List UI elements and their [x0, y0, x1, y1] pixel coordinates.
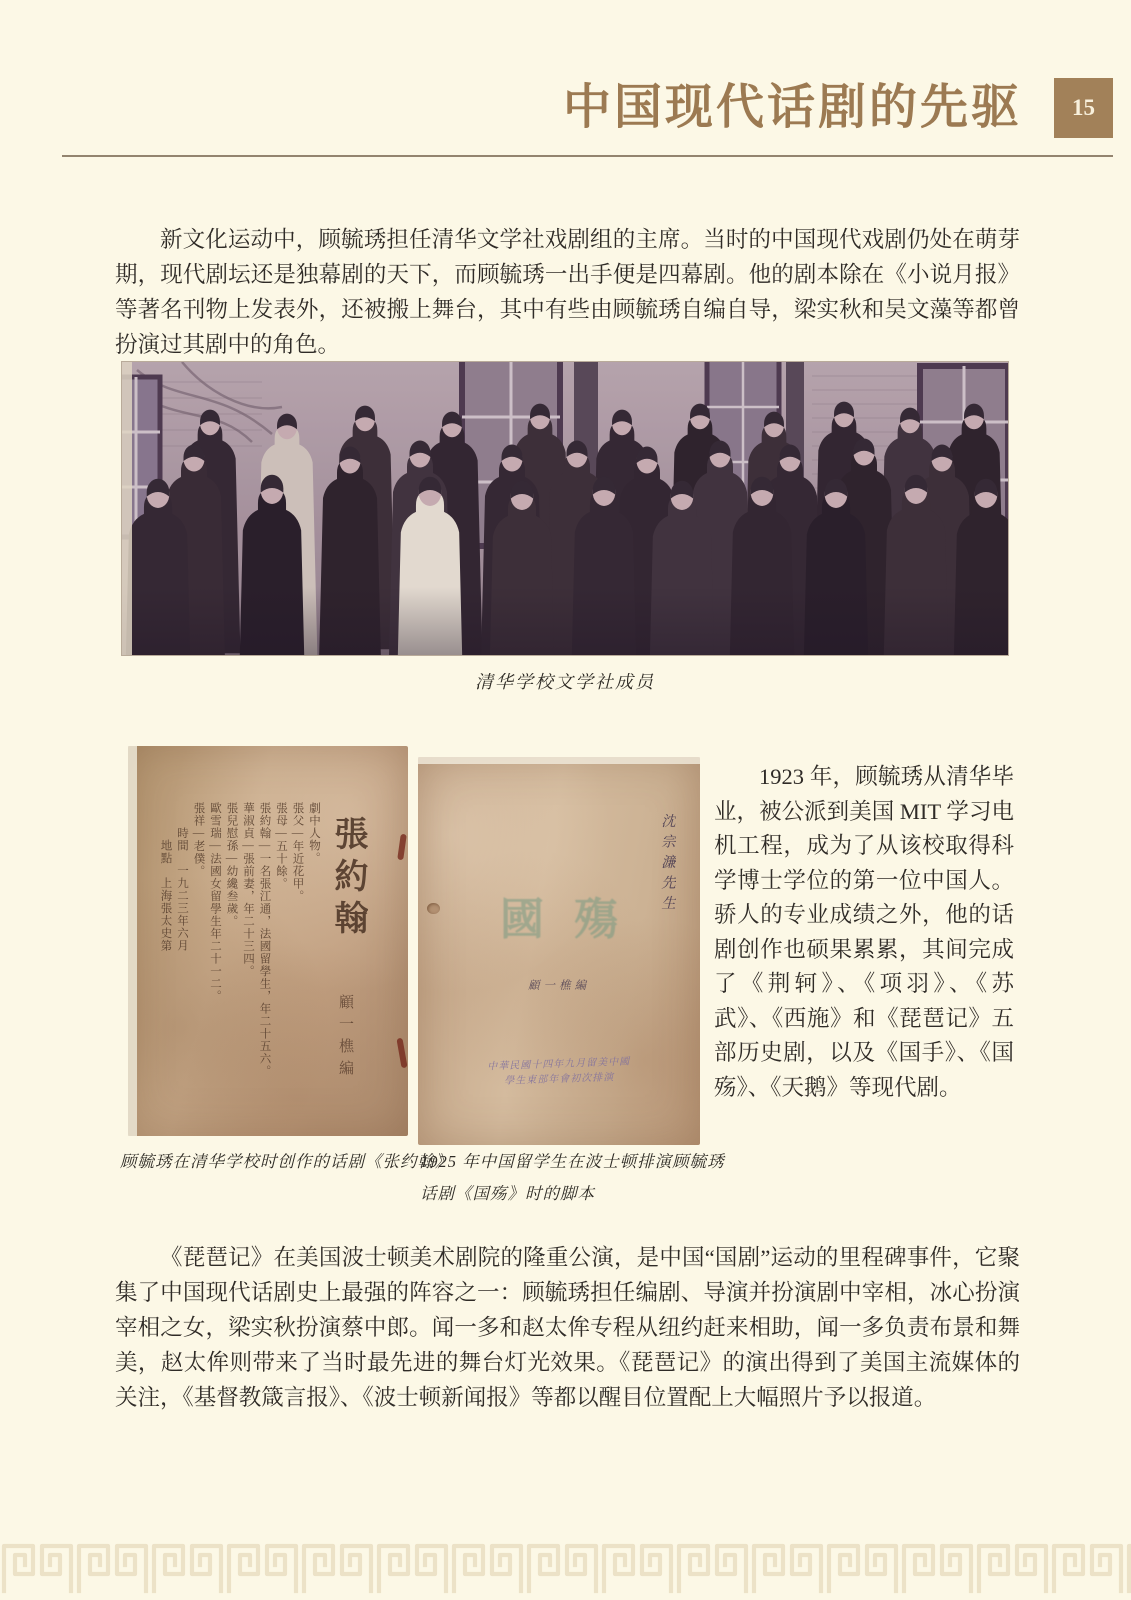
script-right-editor: 顧一樵編: [528, 980, 590, 992]
script-right-title: 國殤: [500, 895, 648, 944]
script-right-dedication: 沈宗濂先生: [659, 813, 675, 916]
group-photo-illustration: [122, 362, 1008, 655]
script-guo-shang-image: [418, 757, 700, 1145]
script-left-caption: 顾毓琇在清华学校时创作的话剧《张约翰》: [120, 1152, 453, 1171]
header-rule: [62, 155, 1113, 157]
page-number-badge: [1054, 78, 1113, 138]
cast-heading: 劇中人物。: [308, 802, 320, 865]
group-photo-caption: 清华学校文学社成员: [475, 672, 655, 692]
stamp-line: 學生東部年會初次排演: [504, 1072, 615, 1087]
cast-line: 歐雪瑞—法國女留學生年二十一二。: [209, 802, 221, 1003]
page-number: 15: [1072, 95, 1095, 120]
scan-edge: [128, 746, 137, 1136]
script-left-cast-list: [157, 802, 322, 1124]
binding-stitch: [397, 834, 407, 861]
side-paragraph: 1923 年，顾毓琇从清华毕业，被公派到美国 MIT 学习电机工程，成为了从该校取得科学博士学位的第一位中国人。骄人的专业成绩之外，他的话剧创作也硕果累累，其间完成了《荆轲》、《项羽》、《苏武》、《西施》和《琵琶记》五部历史剧，以及《国手》、《国殇》、《天鹅》等现代剧。: [714, 764, 1014, 1100]
page-title: 中国现代话剧的先驱: [562, 81, 1022, 134]
closing-paragraph: 《琵琶记》在美国波士顿美术剧院的隆重公演，是中国“国剧”运动的里程碑事件，它聚集了中国现代话剧史上最强的阵容之一：顾毓琇担任编剧、导演并扮演剧中宰相，冰心扮演宰相之女，梁实秋扮演蔡中郎。闻一多和赵太侔专程从纽约赶来相助，闻一多负责布景和舞美，赵太侔则带来了当时最先进的舞台灯光效果。《琵琶记》的演出得到了美国主流媒体的关注，《基督教箴言报》、《波士顿新闻报》等都以醒目位置配上大幅照片予以报道。: [115, 1245, 1020, 1410]
cast-line: 張兒慰孫—幼纔叁歲。: [225, 802, 238, 928]
meander-border: [0, 1542, 1131, 1594]
group-photo: [122, 362, 1008, 655]
cast-line: 張母—五十餘。: [275, 802, 287, 890]
cast-line: 張約翰—一名張江通，法國留學生，年二十五六。: [258, 802, 271, 1078]
scan-edge: [418, 757, 700, 764]
cast-line: 地點 上海張太史第: [159, 802, 172, 952]
binding-hole: [427, 903, 440, 914]
script-zhang-yuehan-image: [128, 746, 408, 1136]
cast-line: 華淑貞—張前妻，年二十三四。: [242, 802, 254, 978]
stamp-line: 中華民國十四年九月留美中國: [487, 1056, 631, 1073]
script-right-caption-line1: 1925 年中国留学生在波士顿排演顾毓琇: [420, 1152, 725, 1171]
cast-line: 時間 一九二三年六月: [176, 802, 188, 952]
cast-line: 張父—年近花甲。: [291, 802, 304, 903]
script-right-stamp: [418, 1052, 701, 1092]
script-left-editor: 顧一樵編: [337, 994, 353, 1082]
binding-stitch: [396, 1038, 407, 1069]
intro-paragraph: 新文化运动中，顾毓琇担任清华文学社戏剧组的主席。当时的中国现代戏剧仍处在萌芽期，现代剧坛还是独幕剧的天下，而顾毓琇一出手便是四幕剧。他的剧本除在《小说月报》等著名刊物上发表外，还被搬上舞台，其中有些由顾毓琇自编自导，梁实秋和吴文藻等都曾扮演过其剧中的角色。: [115, 227, 1020, 357]
cast-line: 張祥—老僕。: [192, 802, 205, 878]
script-left-title: 張約翰: [329, 816, 366, 942]
script-right-caption-line2: 话剧《国殇》时的脚本: [420, 1184, 595, 1203]
